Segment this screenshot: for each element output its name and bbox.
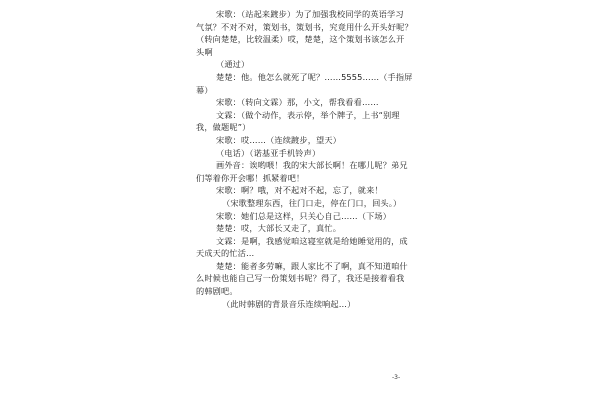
script-line: 宋歌：哎……（连续踱步，望天） [216, 134, 342, 145]
script-line: 宋歌：啊？哦，对不起对不起，忘了，就来！ [216, 185, 383, 196]
script-line: （电话）（诺基亚手机铃声） [216, 147, 321, 158]
script-line: （转向楚楚，比较温柔）哎，楚楚，这个策划书该怎么开 [196, 34, 405, 45]
script-line: 宋歌：（站起来踱步）为了加强我校同学的英语学习 [216, 9, 404, 19]
script-line: 楚楚：他。他怎么就死了呢？……5555……（手指屏 [216, 71, 413, 82]
script-line: （此时韩剧的背景音乐连续响起…） [222, 298, 356, 309]
script-line: 头啊 [196, 46, 213, 57]
script-line: 画外音：诶哟喂！我的宋大部长啊！在哪儿呢？弟兄 [216, 160, 408, 171]
script-line: （宋歌整理东西，往门口走，停在门口，回头。） [222, 197, 402, 208]
script-line: 文霖：（做个动作，表示停，举个牌子，上书“别理 [216, 109, 400, 120]
script-line: 天成天的忙活… [196, 248, 255, 259]
script-line: 楚楚：哎，大部长又走了，真忙。 [216, 223, 342, 234]
script-line: 文霖：是啊，我感觉咱这寝室就是给她睡觉用的，成 [216, 235, 408, 246]
script-line: 我，做题呢”） [196, 122, 251, 133]
script-body [196, 8, 413, 310]
page-number: -3- [392, 374, 401, 381]
script-line: 幕） [196, 84, 213, 95]
script-line: （通过） [216, 59, 250, 70]
script-line: 宋歌：（转向文霖）那，小文，帮我看看…… [216, 97, 379, 108]
script-line: 宋歌：她们总是这样，只关心自己……（下场） [216, 210, 392, 221]
script-line: 们等着你开会哪！抓紧着吧！ [196, 172, 305, 183]
script-line: 楚楚：能者多劳嘛，跟人家比不了啊，真不知道咱什 [216, 260, 408, 271]
script-line: 气氛？不对不对，策划书，策划书，究竟用什么开头好呢？ [196, 21, 413, 32]
script-line: 的韩剧吧。 [196, 286, 238, 297]
script-line: 么时候也能自己写一份策划书呢？得了，我还是接着看我 [196, 273, 405, 284]
